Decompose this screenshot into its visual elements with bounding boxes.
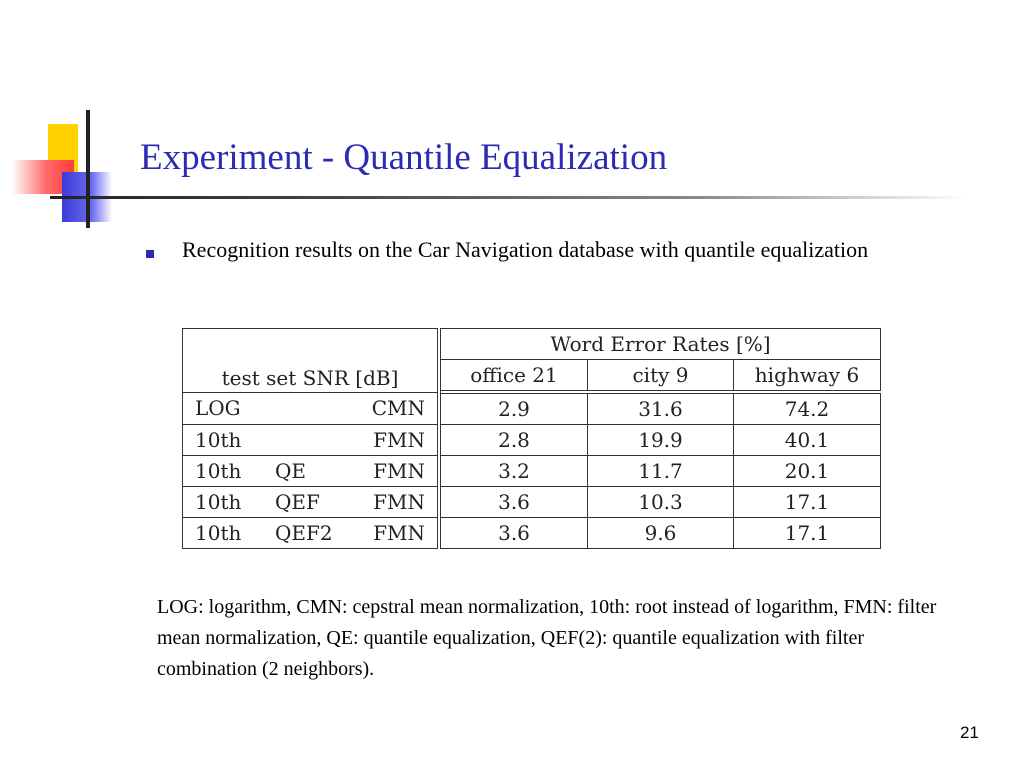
row-label-feature: 10th xyxy=(195,490,242,514)
cell-office: 2.8 xyxy=(439,425,588,456)
row-label-feature: 10th xyxy=(195,521,242,545)
row-label-normalization: FMN xyxy=(373,521,425,545)
row-label xyxy=(183,518,440,549)
cell-office: 2.9 xyxy=(439,392,588,425)
group-header-wer: Word Error Rates [%] xyxy=(439,329,881,360)
cell-highway: 40.1 xyxy=(734,425,881,456)
cell-highway: 20.1 xyxy=(734,456,881,487)
row-label xyxy=(183,487,440,518)
page-number: 21 xyxy=(960,723,979,742)
cell-city: 19.9 xyxy=(588,425,734,456)
results-table xyxy=(182,328,881,549)
cell-city: 11.7 xyxy=(588,456,734,487)
cell-city: 10.3 xyxy=(588,487,734,518)
title-underline xyxy=(50,196,970,199)
row-label-normalization: CMN xyxy=(371,396,425,421)
row-label-feature: 10th xyxy=(195,459,242,483)
table-row xyxy=(183,425,881,456)
table-row xyxy=(183,487,881,518)
footnote-abbreviations: LOG: logarithm, CMN: cepstral mean normalization, 10th: root instead of logarithm, FMN: filter mean normalization, QE: quantile equalization, QEF(2): quantile equalization with filter combination (2 neighbors). xyxy=(157,596,937,680)
column-header-highway: highway 6 xyxy=(734,360,881,393)
column-header-office: office 21 xyxy=(439,360,588,393)
table-header-row xyxy=(183,329,881,360)
row-label-feature: 10th xyxy=(195,428,242,452)
row-header-snr: test set SNR [dB] xyxy=(183,329,440,393)
row-label xyxy=(183,456,440,487)
row-label-normalization: FMN xyxy=(373,459,425,483)
table-row xyxy=(183,392,881,425)
row-label-normalization: FMN xyxy=(373,490,425,514)
cell-highway: 74.2 xyxy=(734,392,881,425)
cell-office: 3.6 xyxy=(439,487,588,518)
slide-title: Experiment - Quantile Equalization xyxy=(140,137,668,178)
row-label-method: QEF xyxy=(275,490,320,514)
row-label-method: QE xyxy=(275,459,306,483)
row-label-feature: LOG xyxy=(195,396,241,421)
logo-vertical-line xyxy=(86,110,90,228)
row-label-method xyxy=(275,428,365,452)
bullet-square-icon xyxy=(146,250,154,258)
table-row xyxy=(183,456,881,487)
row-label-method: QEF2 xyxy=(275,521,333,545)
row-label-method xyxy=(275,396,365,420)
cell-office: 3.6 xyxy=(439,518,588,549)
cell-city: 31.6 xyxy=(588,392,734,425)
cell-highway: 17.1 xyxy=(734,518,881,549)
cell-office: 3.2 xyxy=(439,456,588,487)
row-label xyxy=(183,425,440,456)
table-row xyxy=(183,518,881,549)
column-header-city: city 9 xyxy=(588,360,734,393)
cell-highway: 17.1 xyxy=(734,487,881,518)
row-label xyxy=(183,392,440,425)
cell-city: 9.6 xyxy=(588,518,734,549)
row-label-normalization: FMN xyxy=(373,428,425,452)
bullet-text: Recognition results on the Car Navigation database with quantile equalization xyxy=(182,237,869,262)
